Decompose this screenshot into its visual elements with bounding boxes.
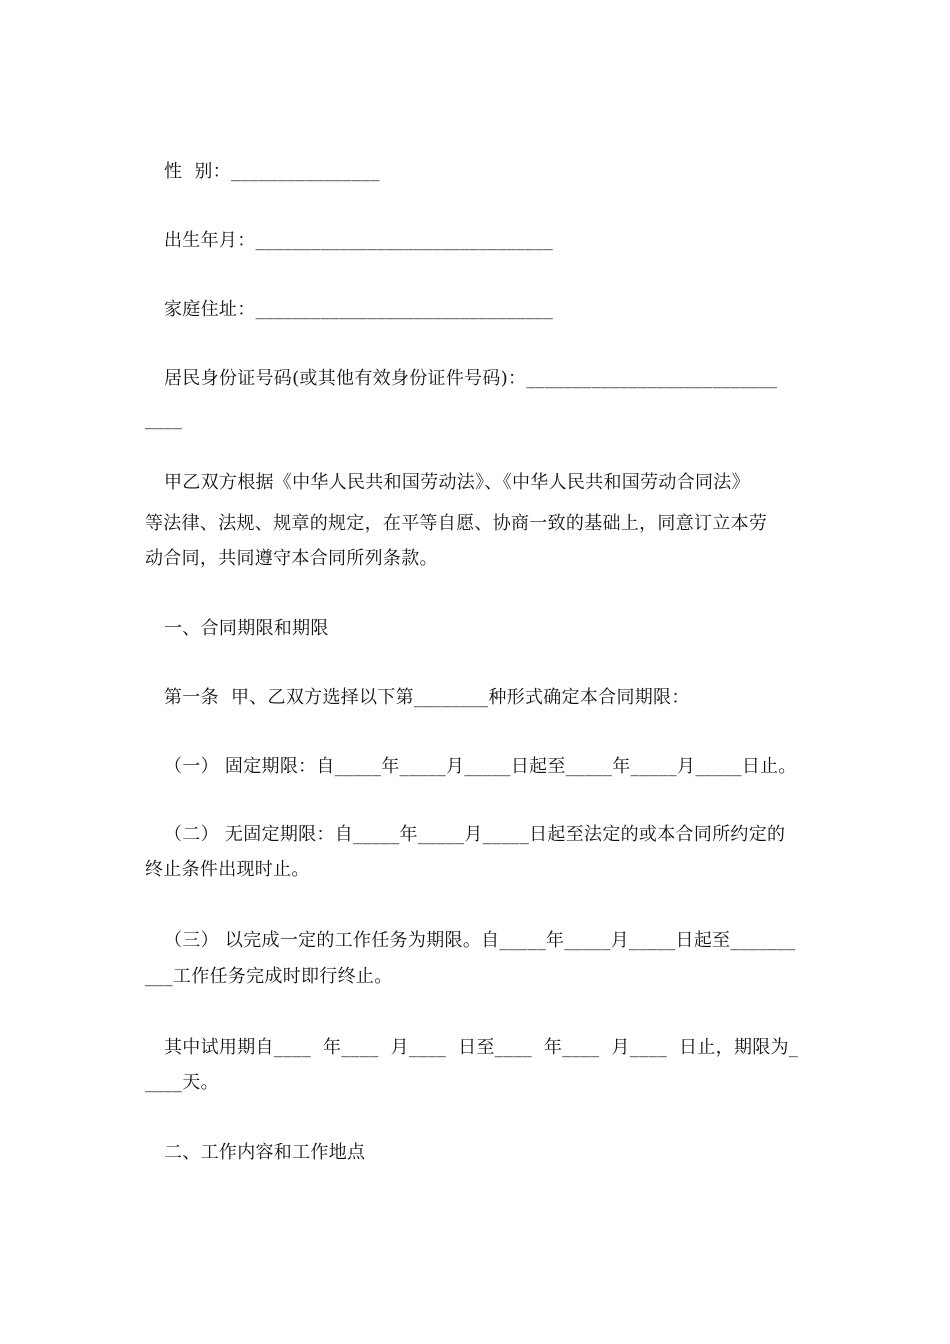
id-number-field: 居民身份证号码(或其他有效身份证件号码)：___________________________ xyxy=(164,368,778,389)
term-option-task-line-1: （三） 以完成一定的工作任务为期限。自_____年_____月_____日起至_______ xyxy=(164,930,796,951)
id-number-field-continuation: ____ xyxy=(145,409,183,430)
section-1-heading: 一、合同期限和期限 xyxy=(164,618,329,639)
probation-line-2: ____天。 xyxy=(145,1072,219,1093)
preamble-line-3: 动合同，共同遵守本合同所列条款。 xyxy=(145,548,438,569)
preamble-line-2: 等法律、法规、规章的规定，在平等自愿、协商一致的基础上，同意订立本劳 xyxy=(145,513,768,534)
birth-date-field: 出生年月：________________________________ xyxy=(164,230,554,251)
article-1: 第一条 甲、乙双方选择以下第________种形式确定本合同期限： xyxy=(164,687,690,708)
section-2-heading: 二、工作内容和工作地点 xyxy=(164,1142,366,1163)
term-option-fixed: （一） 固定期限：自_____年_____月_____日起至_____年_____月_____日止。 xyxy=(164,756,797,777)
term-option-task-line-2: ___工作任务完成时即行终止。 xyxy=(145,966,393,987)
term-option-open-ended-line-2: 终止条件出现时止。 xyxy=(145,859,310,880)
probation-line-1: 其中试用期自____ 年____ 月____ 日至____ 年____ 月____ 日止，期限为_ xyxy=(164,1037,799,1058)
preamble-line-1: 甲乙双方根据《中华人民共和国劳动法》、《中华人民共和国劳动合同法》 xyxy=(164,472,750,493)
gender-field: 性 别：________________ xyxy=(164,161,380,182)
home-address-field: 家庭住址：________________________________ xyxy=(164,299,554,320)
term-option-open-ended-line-1: （二） 无固定期限：自_____年_____月_____日起至法定的或本合同所约定的 xyxy=(164,824,786,845)
